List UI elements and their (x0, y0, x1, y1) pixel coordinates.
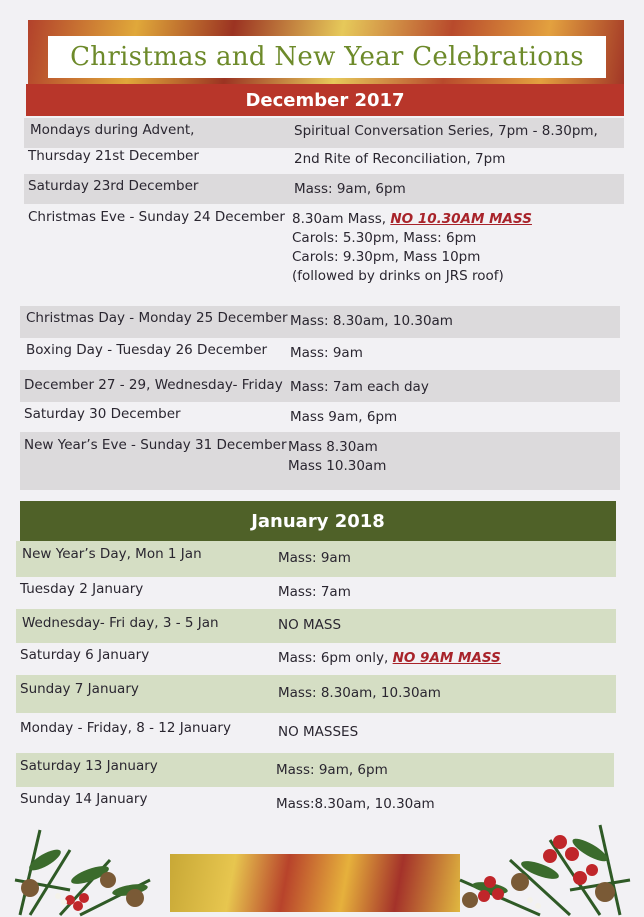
no-mass-note: NO 9AM MASS (392, 650, 501, 666)
schedule-row (20, 402, 620, 428)
footer-strip (170, 854, 460, 912)
row-day: Christmas Eve - Sunday 24 December (28, 209, 285, 225)
footer-decoration (0, 820, 644, 917)
schedule-row (20, 306, 620, 338)
row-day: New Year’s Eve - Sunday 31 December (24, 437, 287, 453)
row-details (278, 616, 341, 635)
holly-garland-icon (0, 820, 200, 917)
schedule-row (24, 174, 624, 204)
row-details (278, 583, 351, 602)
row-day: Wednesday- Fri day, 3 - 5 Jan (22, 615, 219, 631)
row-details (278, 723, 358, 742)
row-day: Saturday 13 January (20, 758, 158, 774)
row-details (290, 408, 397, 427)
row-detail-line: NO MASSES (278, 724, 359, 740)
row-detail-line: 2nd Rite of Reconciliation, 7pm (294, 151, 506, 167)
schedule-row (16, 609, 616, 643)
row-detail-line: Mass: 7am (278, 584, 351, 600)
row-detail-line: Mass 10.30am (288, 458, 387, 474)
schedule-row (20, 370, 620, 402)
row-details (294, 180, 406, 199)
row-details (278, 549, 351, 568)
row-day: Saturday 30 December (24, 406, 181, 422)
title-box (48, 36, 606, 78)
december-header (26, 84, 624, 116)
schedule-row (20, 338, 620, 366)
january-header (20, 501, 616, 541)
row-details (276, 795, 435, 814)
row-day: Christmas Day - Monday 25 December (26, 310, 288, 326)
title-banner (28, 20, 624, 90)
no-mass-note: NO 10.30AM MASS (390, 211, 532, 227)
schedule-row (16, 541, 616, 577)
row-detail-line: Mass: 7am each day (290, 379, 429, 395)
holly-garland-icon (430, 820, 644, 917)
schedule-row (24, 148, 624, 172)
schedule-row (24, 118, 624, 148)
row-detail-line: Mass: 8.30am, 10.30am (278, 685, 441, 701)
row-details (278, 649, 501, 668)
row-detail-line: Mass 9am, 6pm (290, 409, 398, 425)
row-day: New Year’s Day, Mon 1 Jan (22, 546, 202, 562)
row-detail-line: Mass: 9am (290, 345, 363, 361)
row-detail-line: Carols: 9.30pm, Mass 10pm (292, 249, 481, 265)
schedule-row (20, 432, 620, 490)
row-day: December 27 - 29, Wednesday- Friday (24, 377, 283, 393)
row-details (290, 312, 453, 331)
january-header-label: January 2018 (251, 510, 385, 532)
row-details (288, 438, 386, 476)
row-day: Saturday 23rd December (28, 178, 199, 194)
page-title: Christmas and New Year Celebrations (70, 42, 584, 72)
schedule-row (16, 643, 616, 673)
row-detail-line: Mass: 9am, 6pm (294, 181, 406, 197)
row-detail-line: (followed by drinks on JRS roof) (292, 268, 504, 284)
schedule-row (16, 577, 616, 607)
row-day: Thursday 21st December (28, 148, 199, 164)
row-details (294, 122, 598, 141)
schedule-row (16, 787, 616, 817)
row-detail-line (292, 210, 532, 229)
row-day: Sunday 7 January (20, 681, 139, 697)
row-detail-line: Mass 8.30am (288, 439, 378, 455)
schedule-row (16, 675, 616, 713)
row-detail-line: Mass: 8.30am, 10.30am (290, 313, 453, 329)
row-details (290, 378, 429, 397)
row-day: Monday - Friday, 8 - 12 January (20, 720, 231, 736)
row-details (290, 344, 363, 363)
row-day: Mondays during Advent, (30, 122, 195, 138)
row-detail-prefix: Mass: 6pm only, (278, 650, 393, 666)
row-day: Boxing Day - Tuesday 26 December (26, 342, 268, 358)
row-detail-line: NO MASS (278, 617, 342, 633)
row-detail-line: Carols: 5.30pm, Mass: 6pm (292, 230, 477, 246)
row-details (276, 761, 388, 780)
row-detail-line: Spiritual Conversation Series, 7pm - 8.30pm, (294, 123, 598, 139)
row-details (294, 150, 505, 169)
row-day: Tuesday 2 January (20, 581, 144, 597)
row-day: Sunday 14 January (20, 791, 148, 807)
schedule-row (16, 753, 614, 787)
schedule-row (22, 206, 624, 298)
schedule-row (16, 715, 616, 749)
row-detail-line: Mass:8.30am, 10.30am (276, 796, 435, 812)
row-details (292, 210, 532, 286)
row-detail-line: Mass: 9am (278, 550, 351, 566)
row-detail-prefix: 8.30am Mass, (292, 211, 391, 227)
row-details (278, 684, 441, 703)
row-detail-line: Mass: 9am, 6pm (276, 762, 388, 778)
row-day: Saturday 6 January (20, 647, 150, 663)
december-header-label: December 2017 (245, 89, 405, 111)
